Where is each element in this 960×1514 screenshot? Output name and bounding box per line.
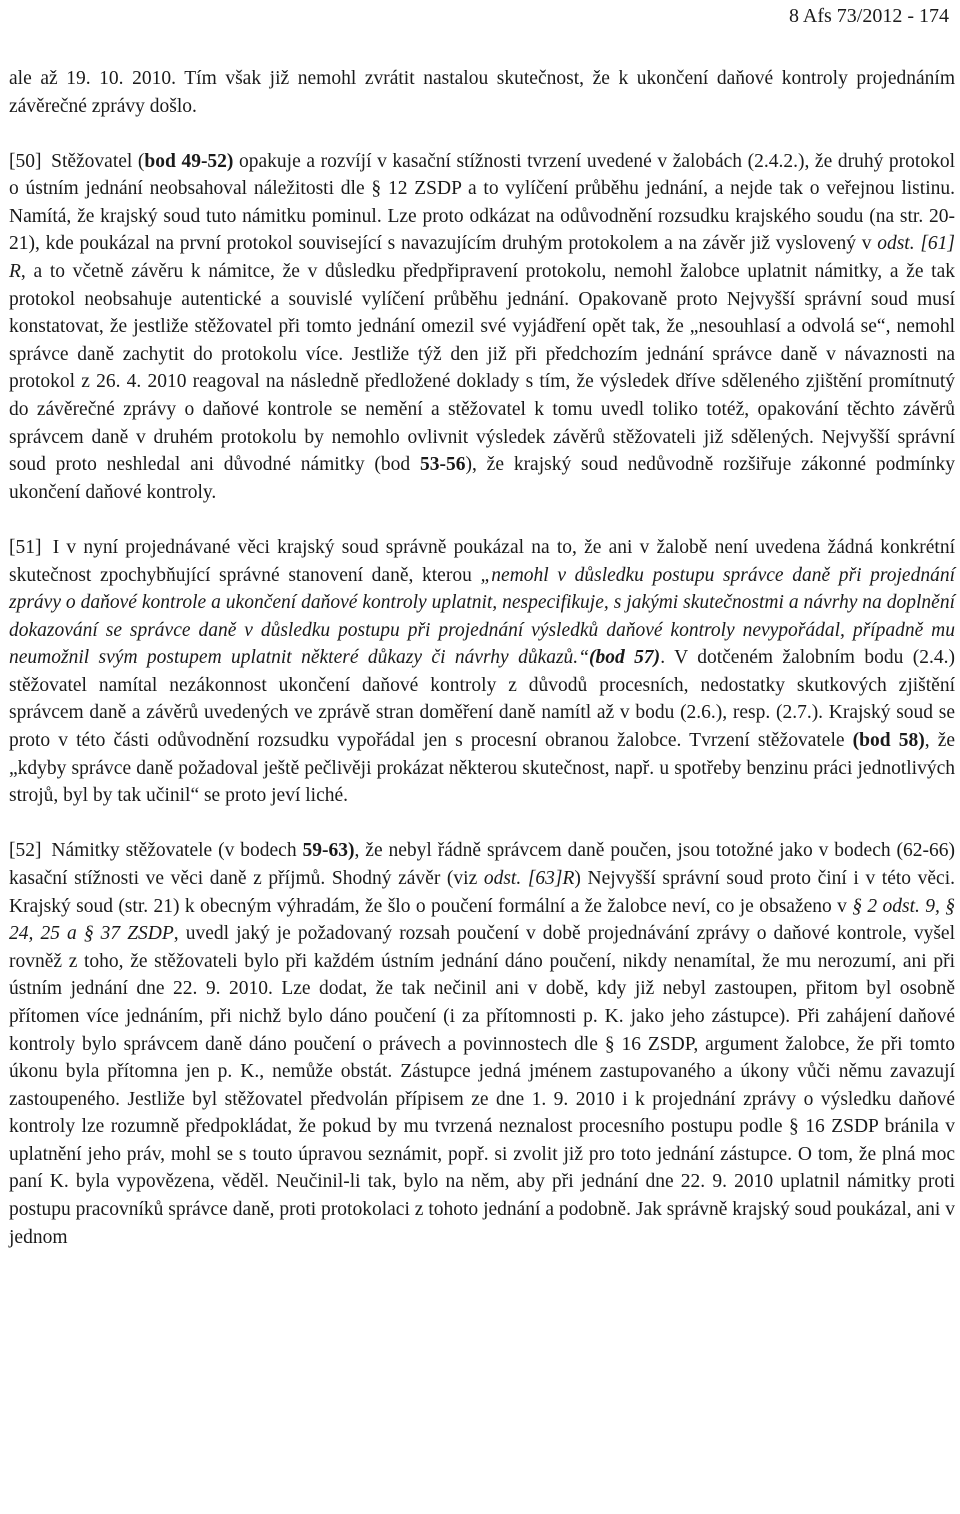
bold-reference: (bod 58) — [852, 730, 925, 752]
italic-statute-reference: § 2 odst. 9, § 24, 25 a § 37 ZSDP — [9, 895, 956, 945]
paragraph-text: ), že krajský soud nedůvodně rozšiřuje zákonné podmínky ukončení daňové kontroly. — [9, 454, 955, 503]
paragraph-text: ale až 19. 10. 2010. Tím však již nemohl zvrátit nastalou skutečnost, že k ukončení daňové kontroly projednáním závěrečné zprávy došlo. — [9, 68, 955, 117]
case-reference-header: 8 Afs 73/2012 - 174 — [789, 5, 949, 27]
paragraph-51 — [9, 534, 955, 810]
paragraph-text: , že nebyl řádně správcem daně poučen, jsou totožné jako v bodech (62-66) kasační stížnosti ve věci daně z příjmů. Shodný závěr (viz — [9, 840, 956, 889]
paragraph-text: ) Nejvyšší správní soud proto činí i v této věci. Krajský soud (str. 21) k obecným výhradám, že šlo o poučení formální a že žalobce neví, co je obsaženo v — [9, 867, 955, 917]
italic-reference: odst. [61] R — [9, 233, 956, 283]
paragraph-text: , a to včetně závěru k námitce, že v důsledku předpřipravení protokolu, nemohl žalobce uplatnit námitky, a že tak protokol neobsahuje autentické a souvislé vylíčení průběhu jednání. Opakovaně proto Nejvyšší správní soud musí konstatovat, že jestliže stěžovatel při tomto jednání omezil své vyjádření opět tak, že „nesouhlasí a odvolá se“, nemohl správce daně zachytit do protokolu více. Jestliže týž den již při předchozím jednání správce daně v návaznosti na protokol z 26. 4. 2010 reagoval na následně předložené doklady s tím, že výsledek dříve sděleného zjištění promítnutý do závěrečné zprávy o daňové kontrole se nemění a stěžovatel k tomu uvedl toliko totéž, opakování těchto závěrů správcem daně v druhém protokolu by nemohlo ovlivnit výsledek závěrů stěžovateli již sdělených. Nejvyšší správní soud proto neshledal ani důvodné námitky (bod — [9, 261, 955, 476]
paragraph-number: [51] — [9, 536, 42, 558]
paragraph-52 — [9, 837, 955, 1251]
bold-reference: bod 49-52) — [144, 150, 234, 172]
paragraph-gap — [9, 120, 955, 148]
paragraph-continuation — [9, 65, 955, 120]
paragraph-text: , uvedl jaký je požadovaný rozsah poučení v době projednávání zprávy o daňové kontrole, vyšel rovněž z toho, že stěžovateli bylo při každém ústním jednání dáno poučení, nikdy nenamítal, že mu nerozumí, ani při ústním jednání dne 22. 9. 2010. Lze dodat, že tak nečinil ani v době, kdy již nebyl zastoupen, přitom byl osobně přítomen více jednáním, při nichž bylo dáno poučení (i za přítomnosti p. K. jako jeho zástupce). Při zahájení daňové kontroly bylo správcem daně dáno poučení o právech a povinnostech dle § 16 ZSDP, argument žalobce, že při tomto úkonu byla přítomna jen p. K., nemůže obstát. Zástupce jedná jménem zastupovaného a úkony vůči němu zavazují zastoupeného. Jestliže byl stěžovatel předvolán přípisem ze dne 1. 9. 2010 i k projednání zprávy o výsledku daňové kontroly lze rozumně předpokládat, že pokud by mu tvrzená neznalost procesního postupu podle § 16 ZSDP bránila v uplatnění jeho práv, mohl se s touto úpravou seznámit, popř. si zvolit již pro toto jednání zástupce. O tom, že plná moc paní K. byla vypovězena, věděl. Neučinil-li tak, bylo na něm, aby při jednání dne 22. 9. 2010 uplatnil námitky proti postupu pracovníků správce daně, proti protokolaci z tohoto jednání a podobně. Jak správně krajský soud poukázal, ani v jednom — [9, 923, 955, 1248]
italic-reference: odst. [63]R — [483, 867, 575, 889]
paragraph-text: Stěžovatel ( — [51, 150, 145, 172]
paragraph-text: , že „kdyby správce daně požadoval ještě pečlivěji prokázat některou skutečnost, např. u spotřeby benzinu práci jednotlivých strojů, byl by tak učinil“ se proto jeví liché. — [9, 730, 955, 807]
paragraph-50 — [9, 148, 955, 507]
document-body — [9, 65, 955, 1251]
paragraph-text: I v nyní projednávané věci krajský soud správně poukázal na to, že ani v žalobě není uvedena žádná konkrétní skutečnost zpochybňující správné stanovení daně, kterou — [9, 536, 955, 586]
paragraph-text: Námitky stěžovatele (v bodech — [51, 840, 303, 862]
paragraph-number: [52] — [9, 840, 42, 862]
paragraph-text: . V dotčeném žalobním bodu (2.4.) stěžovatel namítal nezákonnost ukončení daňové kontroly z důvodů procesních, nedostatky skutkových zjištění správcem daně a závěrů uvedených ve zprávě stran doměření daně namítl až v bodu (2.6.), resp. (2.7.). Krajský soud se proto v této části odůvodnění rozsudku vypořádal jen s procesní obranou žalobce. Tvrzení stěžovatele — [9, 647, 955, 752]
italic-quote-mark: “ — [578, 647, 590, 669]
paragraph-gap — [9, 506, 955, 534]
paragraph-text: opakuje a rozvíjí v kasační stížnosti tvrzení uvedené v žalobách (2.4.2.), že druhý protokol o ústním jednání neobsahoval náležitosti dle § 12 ZSDP a to vylíčení průběhu jednání, a nejde tak o veřejnou listinu. Namítá, že krajský soud tuto námitku pominul. Lze proto odkázat na odůvodnění rozsudku krajského soudu (na str. 20-21), kde poukázal na první protokol související s navazujícím druhým protokolem a na závěr již vyslovený v — [9, 150, 955, 255]
bold-reference: (bod 57) — [589, 647, 661, 669]
paragraph-number: [50] — [9, 150, 42, 172]
paragraph-gap — [9, 810, 955, 838]
bold-reference: 59-63) — [302, 840, 355, 862]
bold-reference: 53-56 — [420, 454, 466, 476]
italic-quotation: „nemohl v důsledku postupu správce daně při projednání zprávy o daňové kontrole a ukončení daňové kontroly uplatnit, nespecifikuje, s jakými skutečnostmi a návrhy na doplnění dokazování se správce daně v důsledku postupu při projednání výsledků daňové kontroly nevypořádal, případně mu neumožnil svým postupem uplatnit některé důkazy či návrhy důkazů. — [9, 564, 955, 669]
